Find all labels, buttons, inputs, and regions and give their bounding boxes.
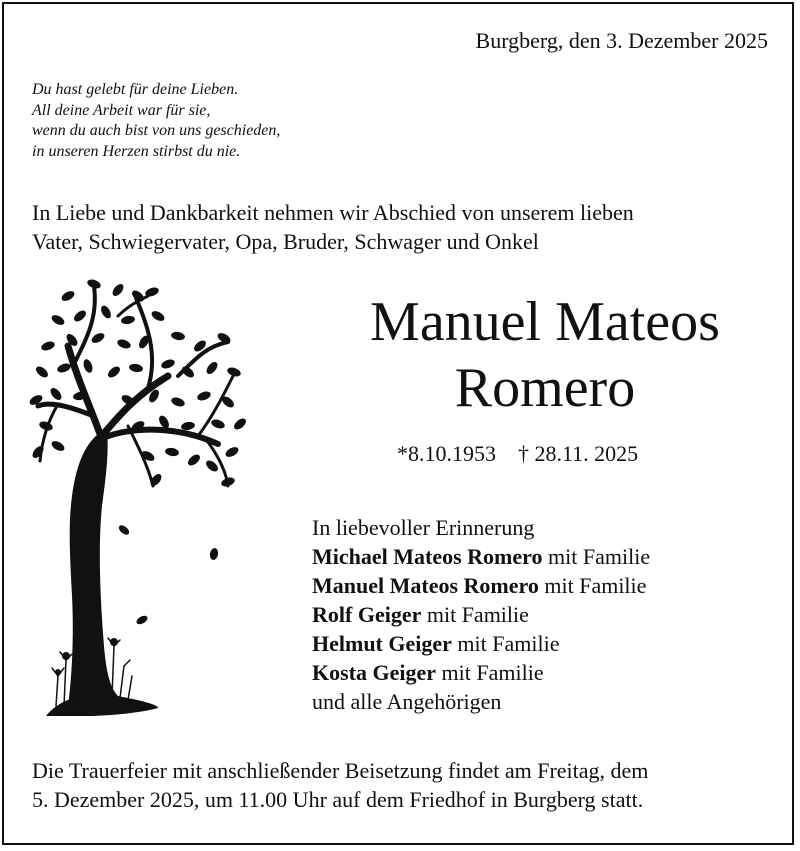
mourners-closing: und alle Angehörigen (312, 689, 502, 714)
mourner-entry (312, 542, 650, 571)
mourner-suffix: mit Familie (538, 573, 647, 598)
mourner-entry (312, 571, 650, 600)
mourner-name: Kosta Geiger (312, 660, 437, 685)
intro-line: Vater, Schwiegervater, Opa, Bruder, Schwager und Onkel (32, 229, 539, 254)
mourner-name: Michael Mateos Romero (312, 544, 543, 569)
mourner-entry (312, 600, 650, 629)
deceased-name-line2: Romero (454, 357, 636, 419)
funeral-info (32, 756, 648, 814)
mourner-suffix: mit Familie (421, 602, 529, 627)
poem (32, 80, 280, 162)
mourner-entry (312, 658, 650, 687)
mourners-list (312, 513, 650, 716)
poem-line: All deine Arbeit war für sie, (32, 101, 211, 119)
mourners-heading: In liebevoller Erinnerung (312, 515, 535, 540)
tree-silhouette-icon (28, 276, 250, 716)
intro-text (32, 198, 634, 256)
mourner-name: Manuel Mateos Romero (312, 573, 539, 598)
funeral-info-line: Die Trauerfeier mit anschließender Beisetzung findet am Freitag, dem (32, 758, 649, 783)
poem-line: wenn du auch bist von uns geschieden, (32, 122, 281, 139)
poem-line: Du hast gelebt für deine Lieben. (32, 81, 239, 98)
mourner-suffix: mit Familie (451, 631, 560, 656)
death-date: † 28.11. 2025 (518, 441, 639, 466)
life-dates (397, 441, 638, 467)
funeral-info-line: 5. Dezember 2025, um 11.00 Uhr auf dem Friedhof in Burgberg statt. (32, 787, 644, 812)
mourner-name: Helmut Geiger (312, 631, 452, 656)
place-date: Burgberg, den 3. Dezember 2025 (475, 28, 768, 53)
mourner-suffix: mit Familie (542, 544, 651, 569)
intro-line: In Liebe und Dankbarkeit nehmen wir Abschied von unserem lieben (32, 200, 634, 225)
mourner-entry (312, 629, 650, 658)
deceased-name-line1: Manuel Mateos (370, 291, 720, 353)
poem-line: in unseren Herzen stirbst du nie. (32, 142, 241, 160)
birth-date: *8.10.1953 (397, 441, 496, 466)
mourner-suffix: mit Familie (436, 660, 544, 685)
mourner-name: Rolf Geiger (312, 602, 422, 627)
